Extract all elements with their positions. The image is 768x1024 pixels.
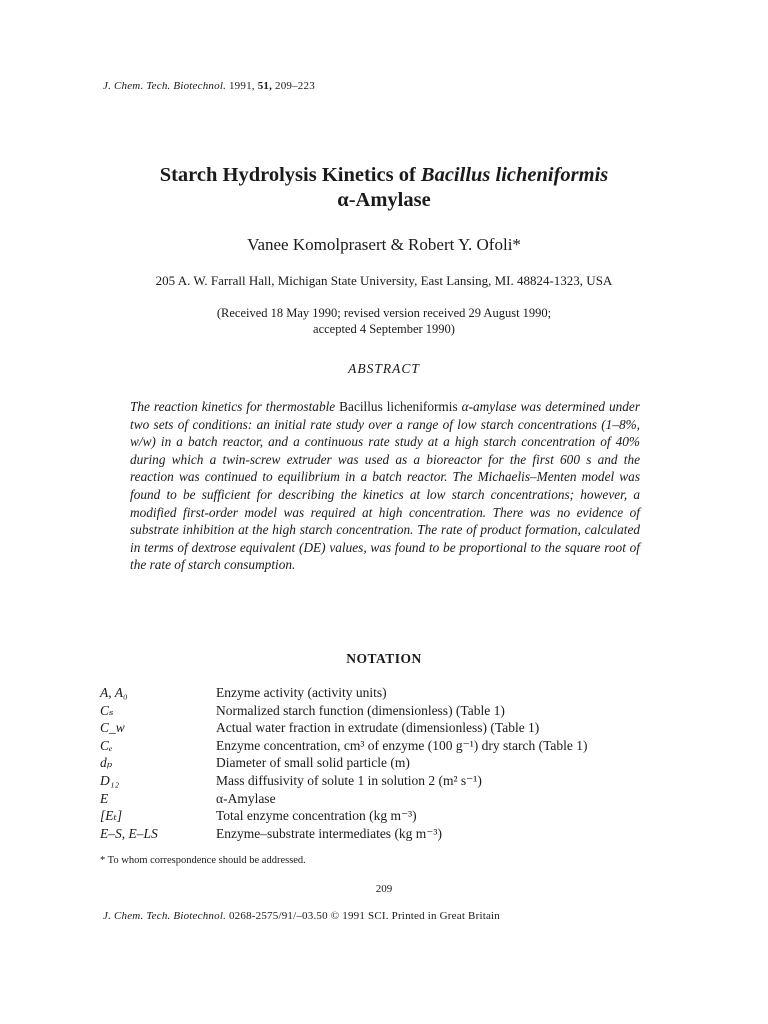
notation-description: Enzyme concentration, cm³ of enzyme (100 g⁻¹) dry starch (Table 1) bbox=[216, 737, 588, 753]
notation-description: Total enzyme concentration (kg m⁻³) bbox=[216, 808, 417, 824]
abstract-intro: The reaction kinetics for thermostable bbox=[130, 399, 340, 414]
abstract-text bbox=[130, 398, 640, 574]
notation-symbol: E bbox=[100, 790, 109, 806]
notation-symbol: C_w bbox=[100, 720, 125, 736]
notation-description: Diameter of small solid particle (m) bbox=[216, 755, 410, 771]
notation-row bbox=[100, 790, 680, 808]
notation-heading: NOTATION bbox=[346, 651, 422, 666]
notation-row bbox=[100, 825, 680, 843]
citation-year: 1991, bbox=[228, 80, 255, 92]
notation-description: α-Amylase bbox=[216, 790, 276, 806]
abstract-body: α-amylase was determined under two sets of conditions: an initial rate study over a range of low starch concentrations (1–8%, w/w) in a batch reactor, and a continuous rate study at a high starch concentration of 40% during which a twin-screw extruder was used as a bioreactor for the first 600 s and the reaction was continued to equilibrium in a batch reactor. The Michaelis–Menten model was found to be sufficient for describing the kinetics at low starch concentrations; however, a modified first-order model was required at high concentration. There was no evidence of substrate inhibition at the high starch concentration. The rate of product formation, calculated in terms of dextrose equivalent (DE) values, was found to be proportional to the square root of the rate of starch consumption. bbox=[130, 399, 641, 573]
title-line2: α-Amylase bbox=[337, 189, 431, 211]
notation-description: Enzyme activity (activity units) bbox=[216, 685, 387, 700]
footer-rest: 0268-2575/91/–03.50 © 1991 SCI. Printed in Great Britain bbox=[226, 910, 500, 922]
notation-row bbox=[100, 737, 680, 755]
citation-volume: 51, bbox=[257, 80, 273, 92]
notation-symbol: Cₑ bbox=[100, 737, 113, 753]
notation-symbol: A, A₀ bbox=[100, 685, 128, 700]
footer-journal: J. Chem. Tech. Biotechnol. bbox=[103, 910, 227, 922]
journal-footer bbox=[103, 910, 500, 922]
abstract-heading: ABSTRACT bbox=[348, 361, 420, 376]
notation-symbol: dₚ bbox=[100, 755, 113, 771]
footnote: * To whom correspondence should be addressed. bbox=[100, 855, 306, 866]
page-number: 209 bbox=[375, 883, 393, 895]
notation-description: Normalized starch function (dimensionless) (Table 1) bbox=[216, 702, 505, 718]
notation-row bbox=[100, 684, 680, 702]
affiliation: 205 A. W. Farrall Hall, Michigan State University, East Lansing, MI. 48824-1323, USA bbox=[155, 273, 613, 288]
journal-citation bbox=[103, 80, 315, 92]
title-part1: Starch Hydrolysis Kinetics of bbox=[159, 164, 421, 186]
notation-symbol: Cₛ bbox=[100, 702, 114, 718]
notation-description: Actual water fraction in extrudate (dimensionless) (Table 1) bbox=[216, 720, 540, 736]
notation-symbol: D₁₂ bbox=[100, 772, 120, 788]
paper-title bbox=[60, 163, 708, 213]
notation-description: Enzyme–substrate intermediates (kg m⁻³) bbox=[216, 825, 442, 841]
citation-journal: J. Chem. Tech. Biotechnol. bbox=[103, 80, 227, 92]
abstract-species: Bacillus licheniformis bbox=[339, 399, 458, 414]
notation-symbol: [Eₜ] bbox=[100, 808, 123, 824]
received-dates bbox=[60, 305, 708, 337]
received-line2: accepted 4 September 1990) bbox=[313, 322, 455, 336]
notation-row bbox=[100, 772, 680, 790]
notation-symbol: E–S, E–LS bbox=[100, 825, 158, 841]
received-line1: (Received 18 May 1990; revised version received 29 August 1990; bbox=[216, 306, 552, 320]
notation-list bbox=[100, 684, 680, 842]
notation-description: Mass diffusivity of solute 1 in solution 2 (m² s⁻¹) bbox=[216, 772, 482, 788]
citation-pages: 209–223 bbox=[275, 80, 315, 92]
notation-row bbox=[100, 719, 680, 737]
notation-row bbox=[100, 702, 680, 720]
authors: Vanee Komolprasert & Robert Y. Ofoli* bbox=[247, 235, 521, 254]
title-species: Bacillus licheniformis bbox=[420, 164, 609, 186]
notation-row bbox=[100, 754, 680, 772]
notation-row bbox=[100, 807, 680, 825]
